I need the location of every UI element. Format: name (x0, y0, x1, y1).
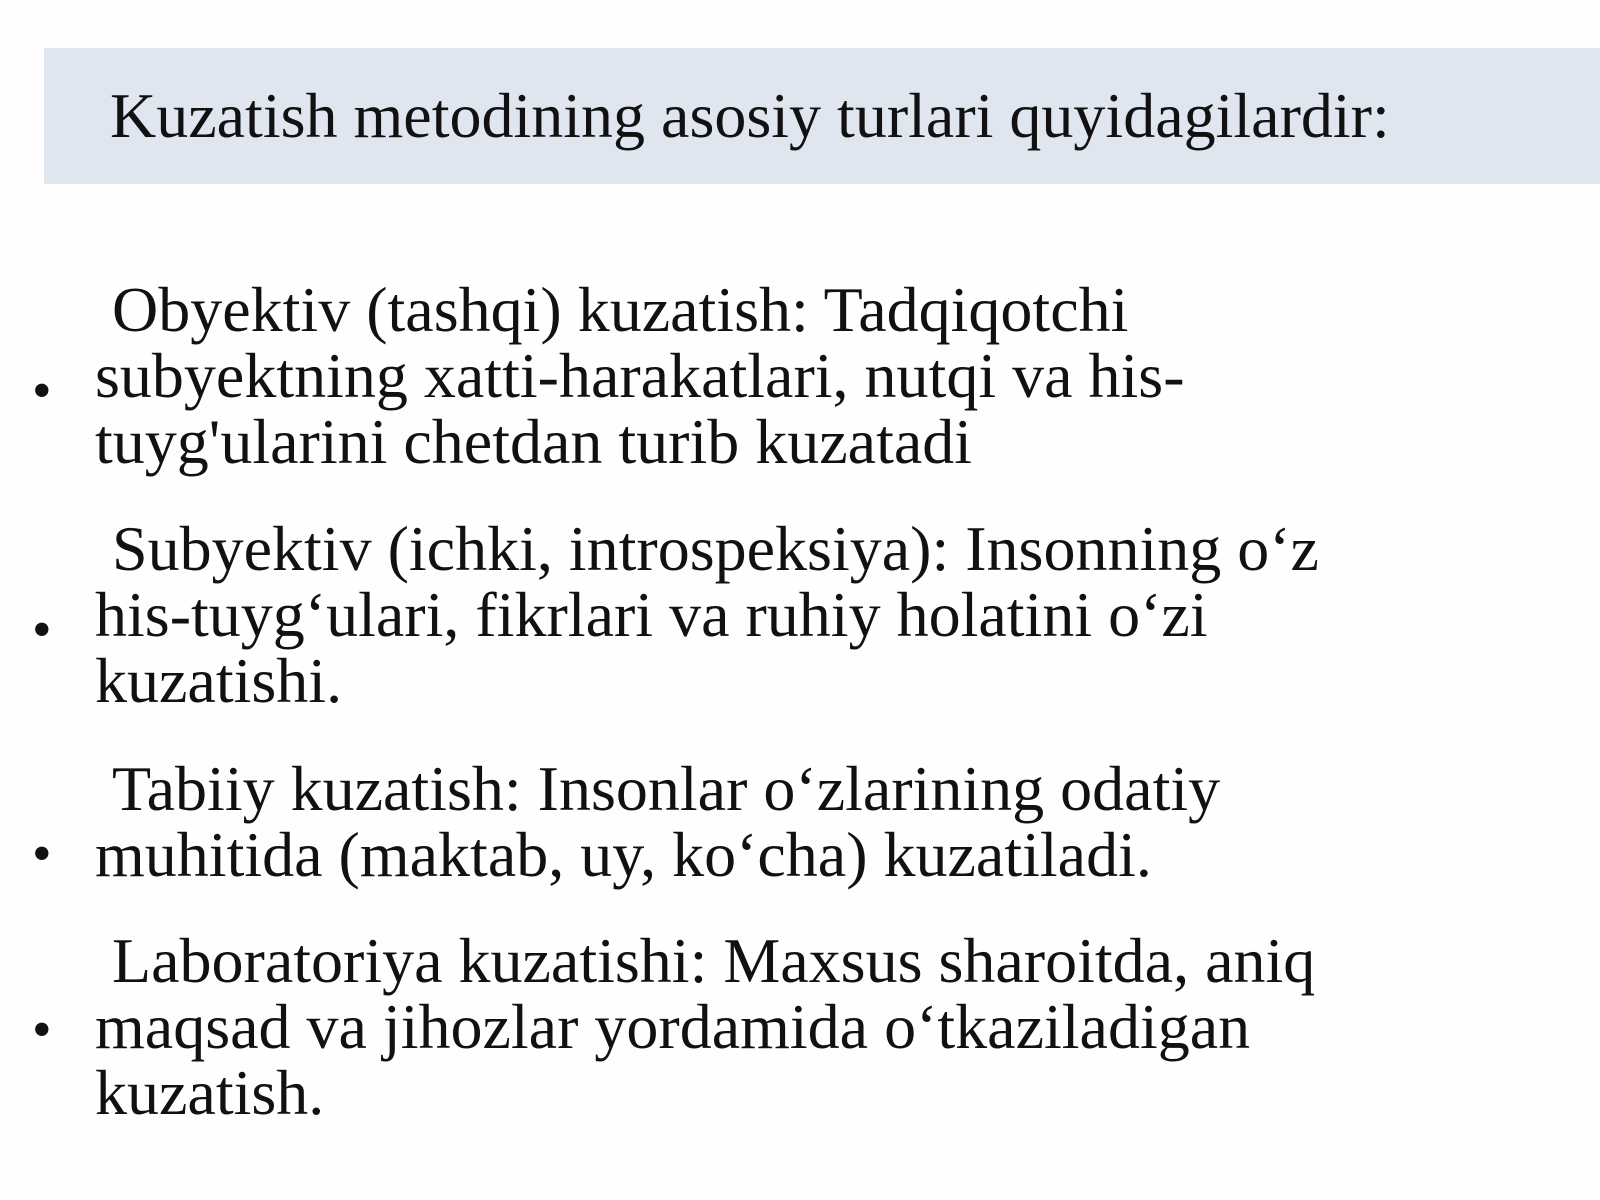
bullet-line: Obyektiv (tashqi) kuzatish: Tadqiqotchi (112, 274, 1129, 345)
bullet-marker: • (32, 360, 52, 422)
bullet-text (95, 274, 1515, 477)
bullet-line: subyektning xatti-harakatlari, nutqi va his- (95, 340, 1185, 411)
bullet-marker: • (32, 823, 52, 885)
bullet-text (95, 513, 1515, 716)
bullet-marker: • (32, 999, 52, 1061)
bullet-line: Laboratoriya kuzatishi: Maxsus sharoitda, aniq (112, 925, 1316, 996)
bullet-line: muhitida (maktab, uy, ko‘cha) kuzatiladi. (95, 819, 1152, 890)
bullet-line: maqsad va jihozlar yordamida o‘tkaziladigan (95, 991, 1251, 1062)
bullet-marker: • (32, 599, 52, 661)
bullet-line: Subyektiv (ichki, introspeksiya): Insonning o‘z (112, 513, 1319, 584)
bullet-line: kuzatishi. (95, 645, 343, 716)
slide-title: Kuzatish metodining asosiy turlari quyidagilardir: (110, 80, 1390, 151)
bullet-line: his-tuyg‘ulari, fikrlari va ruhiy holatini o‘zi (95, 579, 1208, 650)
bullet-line: tuyg'ularini chetdan turib kuzatadi (95, 406, 973, 477)
bullet-text (95, 753, 1515, 890)
bullet-line: Tabiiy kuzatish: Insonlar o‘zlarining odatiy (112, 753, 1221, 824)
bullet-text (95, 925, 1515, 1128)
bullet-line: kuzatish. (95, 1057, 325, 1128)
